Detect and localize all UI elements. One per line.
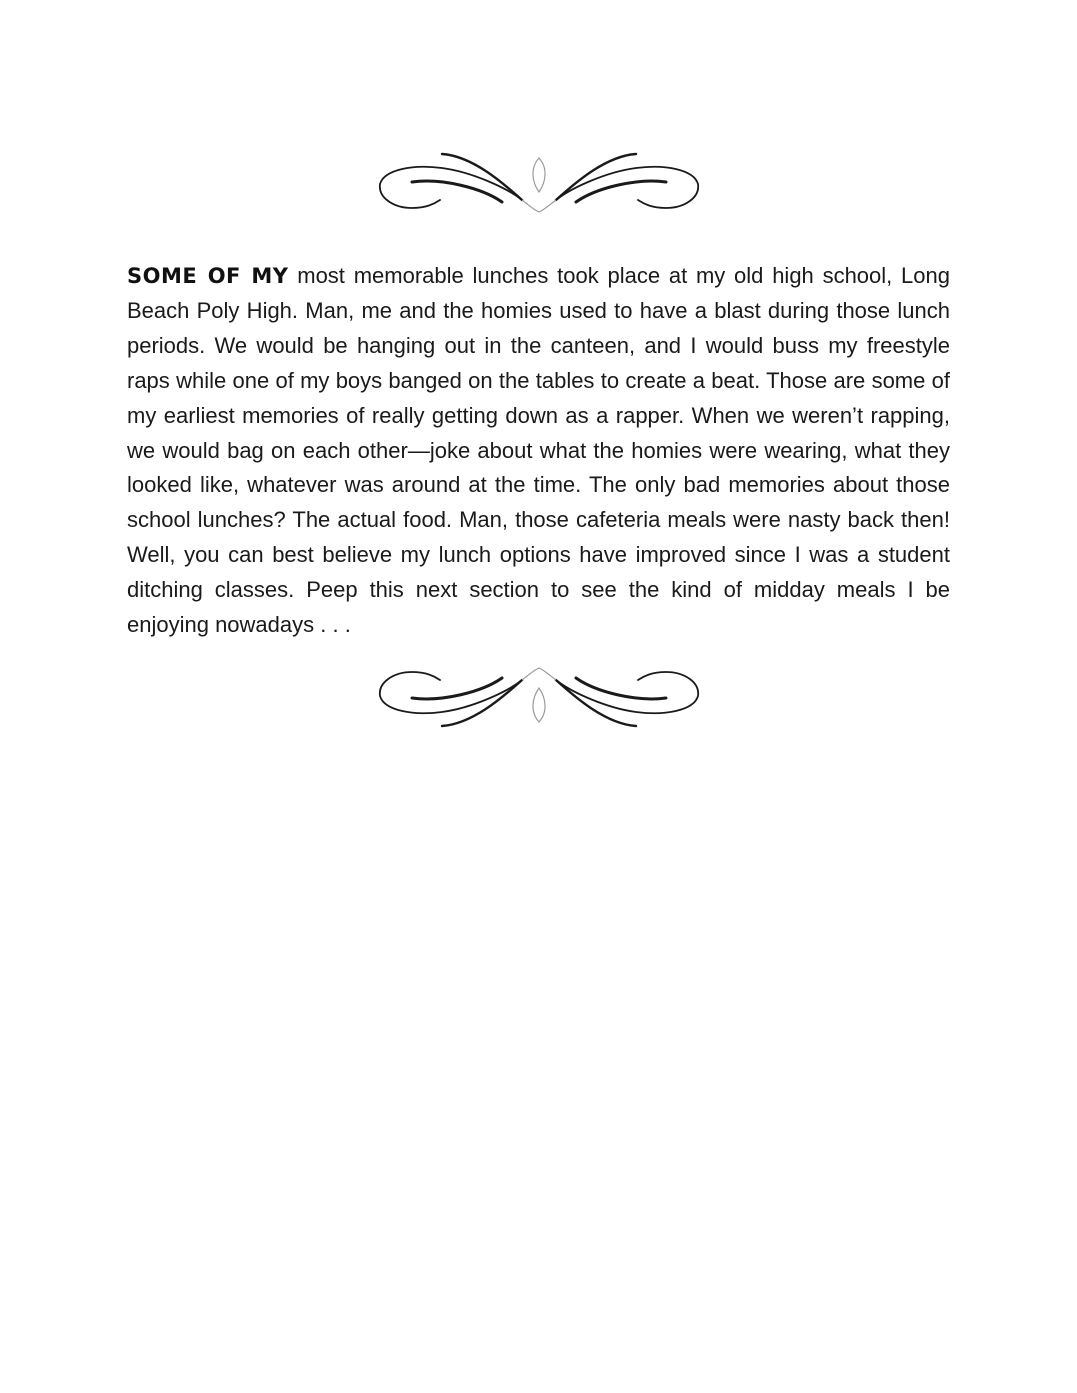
paragraph-lead-in: SOME OF MY xyxy=(127,264,289,288)
flourish-divider-icon xyxy=(372,148,706,216)
flourish-divider-icon xyxy=(372,664,706,732)
paragraph-text: most memorable lunches took place at my old high school, Long Beach Poly High. Man, me and the homies used to have a blast during those lunch periods. We would be hanging out in the canteen, and I would buss my freestyle raps while one of my boys banged on the tables to create a beat. Those are some of my earliest memories of really getting down as a rapper. When we weren’t rapping, we would bag on each other—joke about what the homies were wearing, what they looked like, whatever was around at the time. The only bad memories about those school lunches? The actual food. Man, those cafeteria meals were nasty back then! Well, you can best believe my lunch options have improved since I was a student ditching classes. Peep this next section to see the kind of midday meals I be enjoying nowadays . . . xyxy=(127,263,950,638)
body-paragraph xyxy=(127,259,950,643)
bottom-flourish-divider-icon xyxy=(372,664,706,732)
top-flourish-divider-icon xyxy=(372,148,706,216)
